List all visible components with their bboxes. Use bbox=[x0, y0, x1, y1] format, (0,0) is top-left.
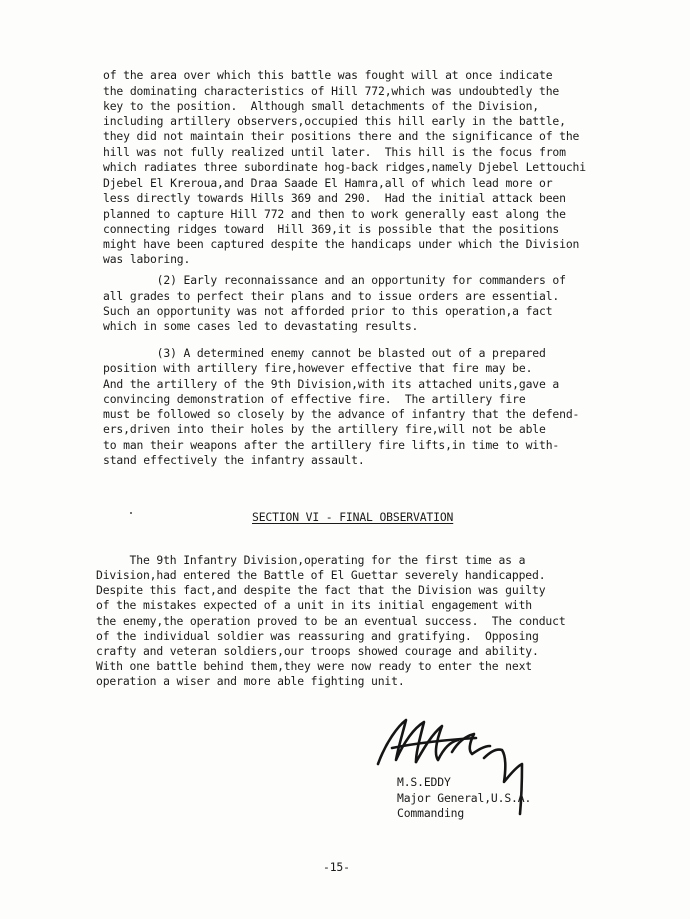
stray-mark bbox=[130, 512, 132, 514]
text-line: the dominating characteristics of Hill 772,which was undoubtedly the bbox=[103, 84, 560, 98]
text-line: of the mistakes expected of a unit in its initial engagement with bbox=[96, 598, 533, 612]
text-line: Division,had entered the Battle of El Guettar severely handicapped. bbox=[96, 568, 546, 582]
text-line: The 9th Infantry Division,operating for the first time as a bbox=[96, 553, 526, 567]
text-line: planned to capture Hill 772 and then to work generally east along the bbox=[103, 207, 566, 221]
text-line: including artillery observers,occupied this hill early in the battle, bbox=[103, 114, 566, 128]
text-line: With one battle behind them,they were now ready to enter the next bbox=[96, 659, 533, 673]
section-heading: SECTION VI - FINAL OBSERVATION bbox=[252, 510, 454, 524]
text-line: all grades to perfect their plans and to issue orders are essential. bbox=[103, 289, 560, 303]
text-line: crafty and veteran soldiers,our troops showed courage and ability. bbox=[96, 644, 539, 658]
text-line: to man their weapons after the artillery fire lifts,in time to with- bbox=[103, 438, 560, 452]
text-line: stand effectively the infantry assault. bbox=[103, 453, 365, 467]
signer-role: Commanding bbox=[397, 806, 465, 820]
text-line: Djebel El Kreroua,and Draa Saade El Hamra,all of which lead more or bbox=[103, 176, 553, 190]
text-line: Despite this fact,and despite the fact that the Division was guilty bbox=[96, 583, 546, 597]
text-line: operation a wiser and more able fighting unit. bbox=[96, 674, 405, 688]
page-number: -15- bbox=[323, 860, 350, 874]
text-line: And the artillery of the 9th Division,with its attached units,gave a bbox=[103, 377, 560, 391]
text-line: Such an opportunity was not afforded prior to this operation,a fact bbox=[103, 304, 553, 318]
text-line: was laboring. bbox=[103, 252, 191, 266]
text-line: they did not maintain their positions there and the significance of the bbox=[103, 129, 580, 143]
text-line: position with artillery fire,however effective that fire may be. bbox=[103, 361, 533, 375]
text-line: (2) Early reconnaissance and an opportunity for commanders of bbox=[103, 273, 566, 287]
text-line: less directly towards Hills 369 and 290. Had the initial attack been bbox=[103, 191, 566, 205]
text-line: ers,driven into their holes by the artillery fire,will not be able bbox=[103, 422, 546, 436]
text-line: which radiates three subordinate hog-back ridges,namely Djebel Lettouchi bbox=[103, 160, 586, 174]
signer-name: M.S.EDDY bbox=[397, 775, 451, 789]
signer-rank: Major General,U.S.A. bbox=[397, 791, 532, 805]
text-line: must be followed so closely by the advance of infantry that the defend- bbox=[103, 407, 580, 421]
text-line: key to the position. Although small detachments of the Division, bbox=[103, 99, 540, 113]
text-line: might have been captured despite the handicaps under which the Division bbox=[103, 237, 580, 251]
text-line: connecting ridges toward Hill 369,it is possible that the positions bbox=[103, 222, 560, 236]
text-line: convincing demonstration of effective fire. The artillery fire bbox=[103, 392, 526, 406]
text-line: the enemy,the operation proved to be an eventual success. The conduct bbox=[96, 614, 566, 628]
text-line: hill was not fully realized until later. This hill is the focus from bbox=[103, 145, 566, 159]
text-line: of the area over which this battle was fought will at once indicate bbox=[103, 68, 553, 82]
text-line: which in some cases led to devastating results. bbox=[103, 319, 419, 333]
text-line: of the individual soldier was reassuring and gratifying. Opposing bbox=[96, 629, 539, 643]
text-line: (3) A determined enemy cannot be blasted out of a prepared bbox=[103, 346, 546, 360]
